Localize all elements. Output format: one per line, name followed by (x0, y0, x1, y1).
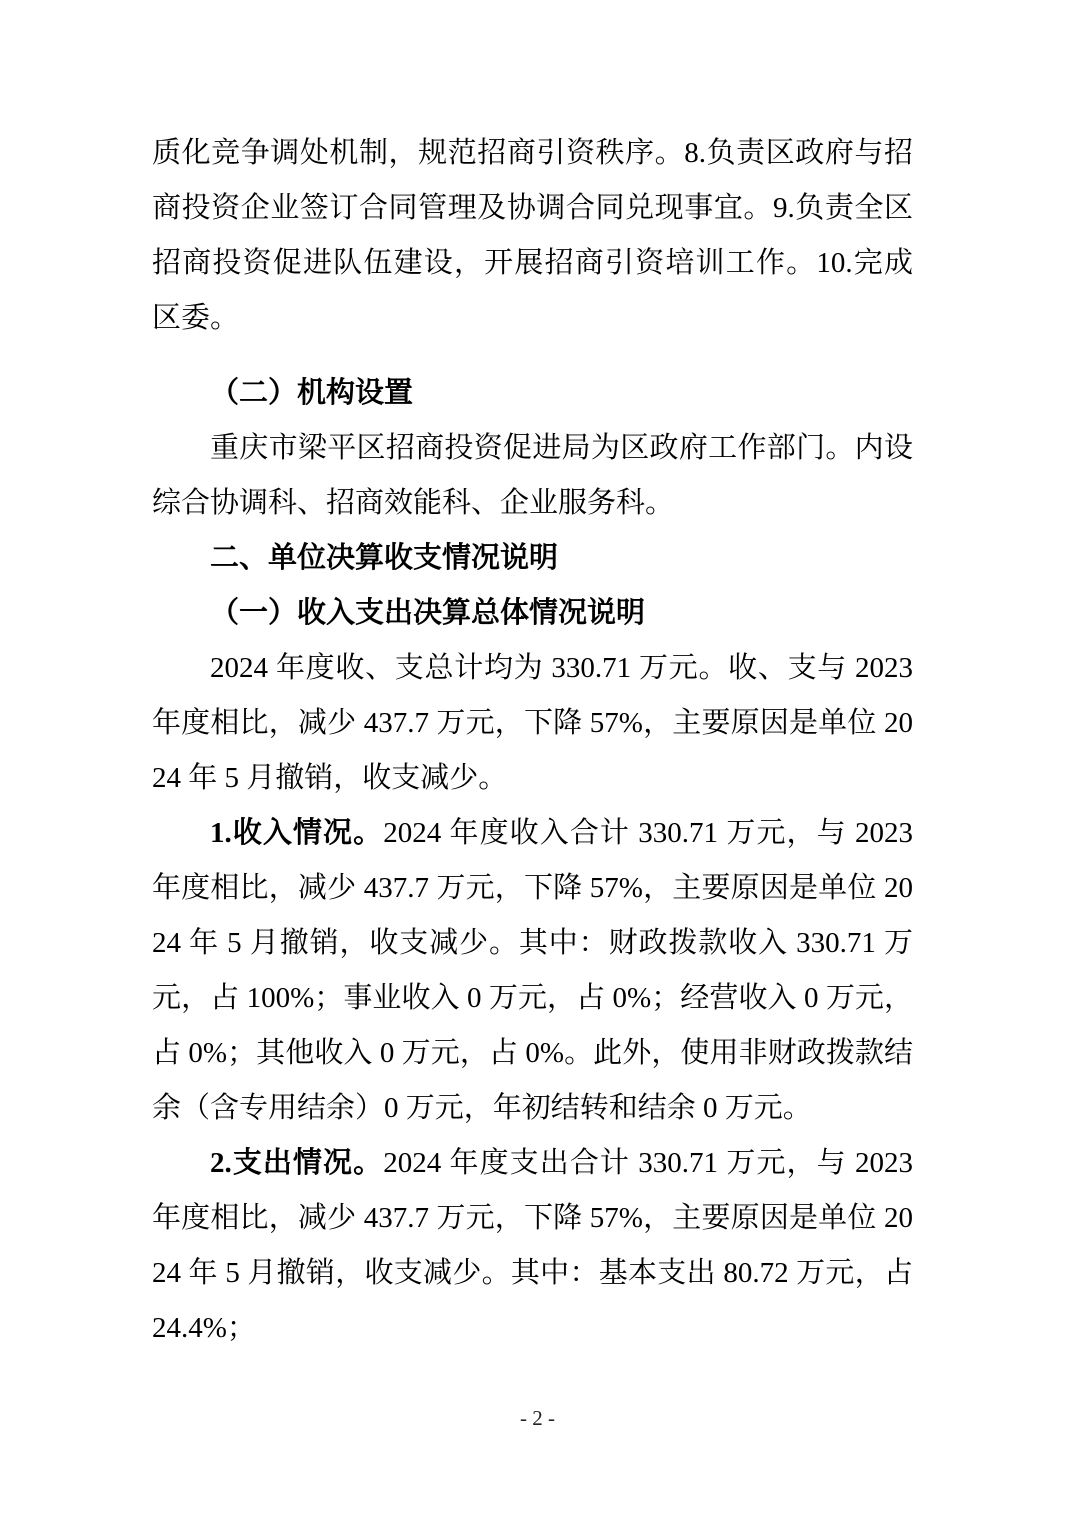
document-body (152, 126, 913, 1356)
paragraph-duties-continuation: 质化竞争调处机制，规范招商引资秩序。8.负责区政府与招商投资企业签订合同管理及协调合同兑现事宜。9.负责全区招商投资促进队伍建设，开展招商引资培训工作。10.完成区委。 (152, 137, 913, 334)
page-footer (0, 1404, 1075, 1432)
heading-section-two-budget-explanation: 二、单位决算收支情况说明 (210, 542, 559, 574)
paragraph-income-situation (152, 806, 913, 1136)
heading-organization-setup: （二）机构设置 (210, 377, 414, 409)
page-number: - 2 - (520, 1406, 555, 1430)
heading-income-expenditure-overview: （一）收入支出决算总体情况说明 (210, 597, 646, 629)
paragraph-organization-detail: 重庆市梁平区招商投资促进局为区政府工作部门。内设综合协调科、招商效能科、企业服务科。 (152, 432, 913, 519)
paragraph-total-overview: 2024 年度收、支总计均为 330.71 万元。收、支与 2023 年度相比，减少 437.7 万元，下降 57%，主要原因是单位 2024 年 5 月撤销，收支减少。 (152, 652, 913, 794)
income-situation-text: 2024 年度收入合计 330.71 万元，与 2023 年度相比，减少 437.7 万元，下降 57%，主要原因是单位 2024 年 5 月撤销，收支减少。其中：财政拨款收入 330.71 万元，占 100%；事业收入 0 万元，占 0%；经营收入 0 万元，占 0%；其他收入 0 万元，占 0%。此外，使用非财政拨款结余（含专用结余）0 万元，年初结转和结余 0 万元。 (152, 817, 913, 1124)
income-situation-lead-label: 1.收入情况。 (210, 817, 384, 849)
expenditure-situation-lead-label: 2.支出情况。 (210, 1147, 384, 1179)
expenditure-situation-text: 2024 年度支出合计 330.71 万元，与 2023 年度相比，减少 437.7 万元，下降 57%，主要原因是单位 2024 年 5 月撤销，收支减少。其中：基本支出 80.72 万元，占 24.4%； (152, 1147, 913, 1344)
paragraph-expenditure-situation (152, 1136, 913, 1356)
